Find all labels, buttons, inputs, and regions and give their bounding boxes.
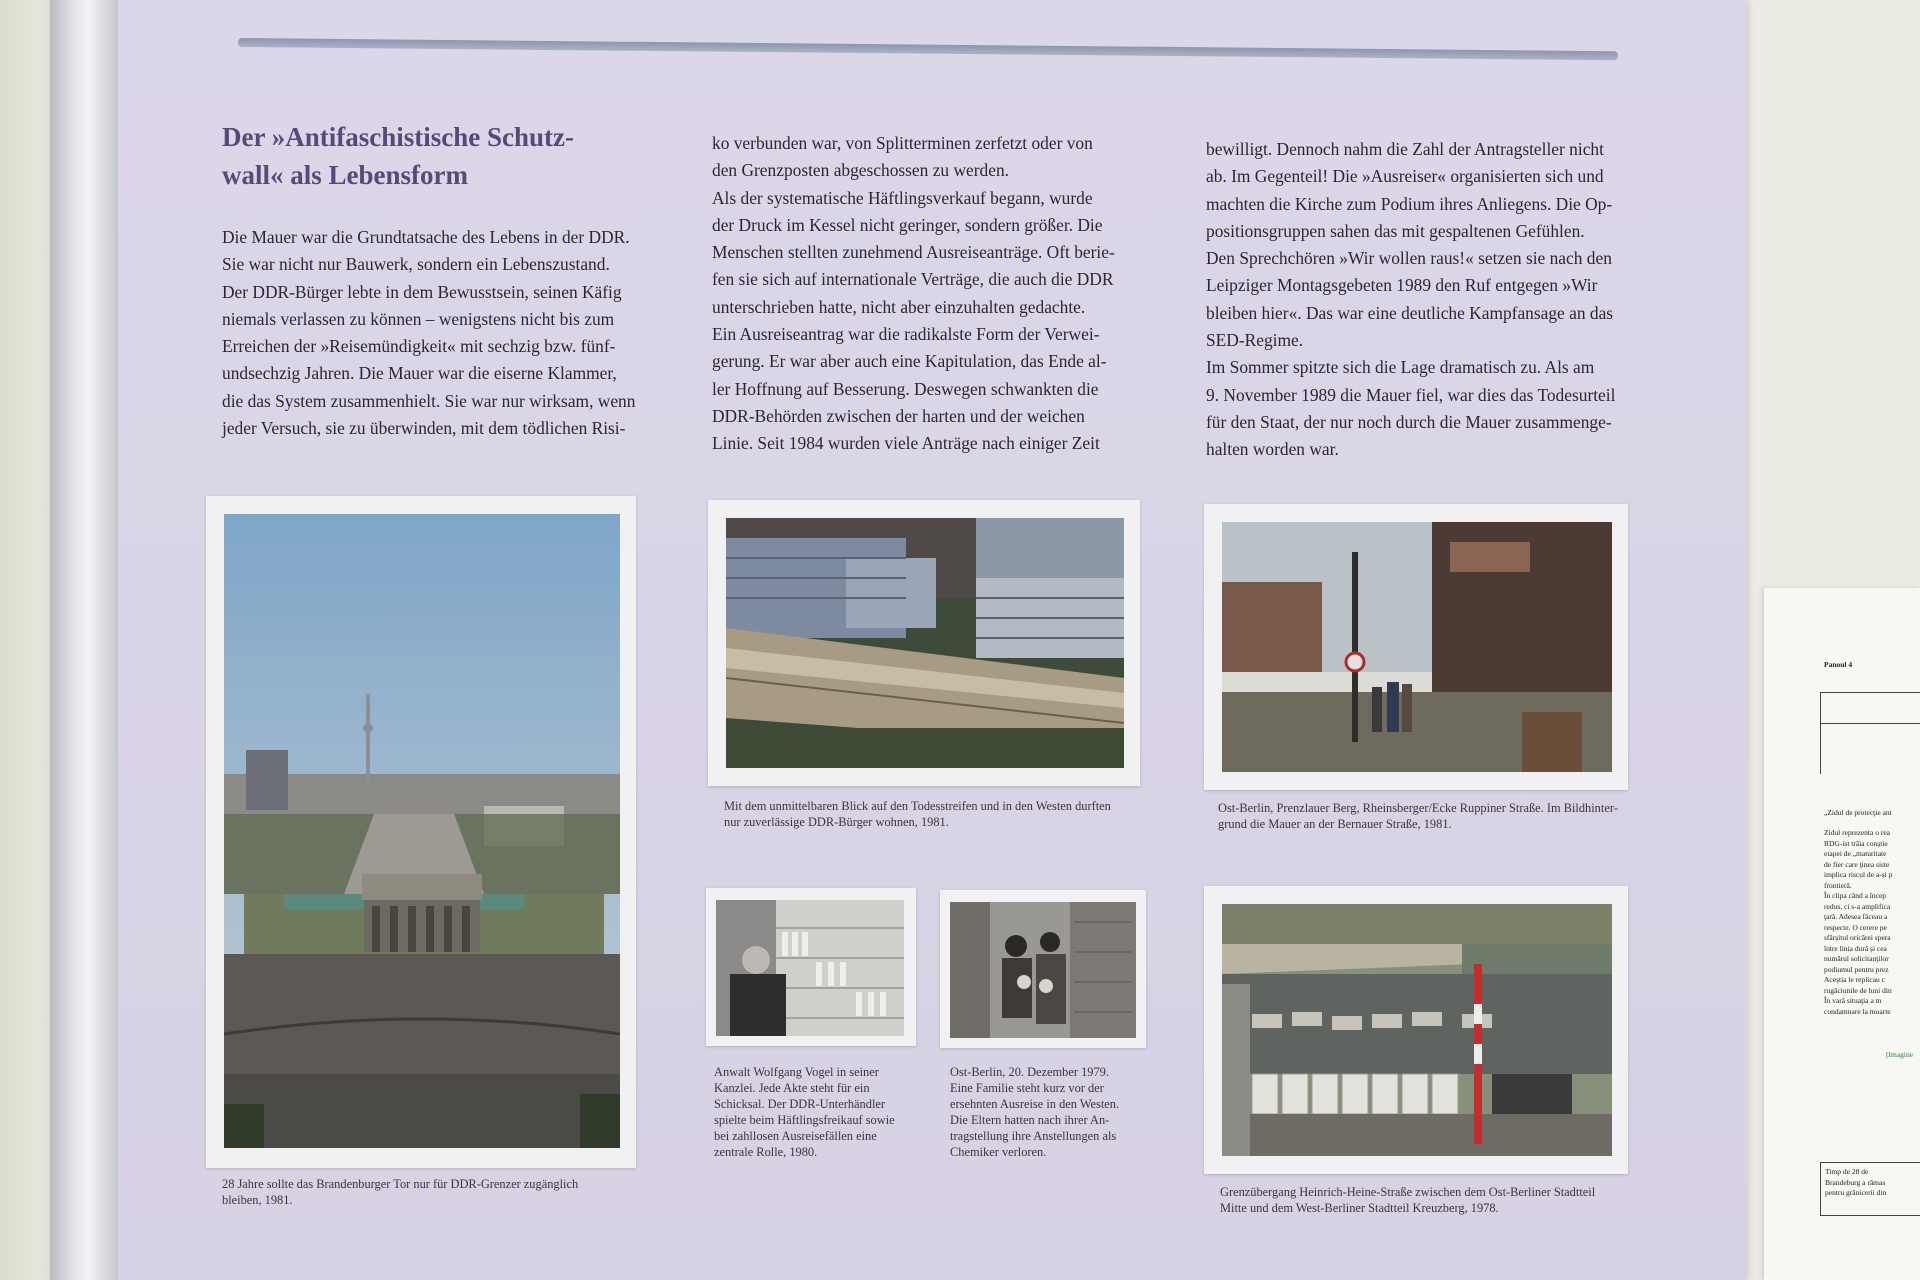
brandenburg-gate-image <box>224 514 620 1148</box>
photo-family <box>950 902 1136 1038</box>
exhibition-poster <box>118 0 1746 1280</box>
sheet-line: implica riscul de a-și p <box>1824 870 1893 879</box>
sheet-line: Timp de 28 de <box>1825 1167 1869 1176</box>
text-line: Im Sommer spitzte sich die Lage dramatisch zu. Als am <box>1206 357 1595 378</box>
text-line: halten worden war. <box>1206 439 1339 460</box>
text-line: niemals verlassen zu können – wenigstens nicht bis zum <box>222 308 615 329</box>
column-3-body <box>1206 136 1646 464</box>
wolfgang-vogel-image <box>716 900 904 1036</box>
text-line: Linie. Seit 1984 wurden viele Anträge nach einiger Zeit <box>712 433 1100 454</box>
text-line: Menschen stellten zunehmend Ausreiseanträge. Oft berie- <box>712 242 1115 263</box>
text-line: DDR-Behörden zwischen der harten und der weichen <box>712 405 1085 426</box>
text-line: bewilligt. Dennoch nahm die Zahl der Antragsteller nicht <box>1206 139 1604 159</box>
top-rule <box>238 38 1618 60</box>
sheet-line: În clipa când a încep <box>1824 891 1887 900</box>
text-line: bleiben hier«. Das war eine deutliche Kampfansage an das <box>1206 302 1614 323</box>
caption-line: Eine Familie steht kurz vor der <box>950 1081 1104 1095</box>
sheet-image-label: [Imagine <box>1886 1050 1914 1059</box>
sheet-line: de fier care ţinea siste <box>1824 859 1890 869</box>
heinrich-heine-strasse-image <box>1222 904 1612 1156</box>
caption-line: ersehnten Ausreise in den Westen. <box>950 1097 1120 1111</box>
sheet-line: frontieră. <box>1824 880 1852 890</box>
photo-wolfgang-vogel <box>716 900 904 1036</box>
caption-brandenburg-gate <box>222 1176 642 1208</box>
sheet-line: RDG-ist trăia conștie <box>1824 838 1888 848</box>
text-line: SED-Regime. <box>1206 330 1304 351</box>
text-line: Leipziger Montagsgebeten 1989 den Ruf entgegen »Wir <box>1206 275 1598 296</box>
sheet-title: „Zidul de protecţie ant <box>1824 808 1892 817</box>
photo-heinrich-heine-strasse <box>1222 904 1612 1156</box>
family-image <box>950 902 1136 1038</box>
text-column-3 <box>1206 136 1646 464</box>
sheet-line: podiumul pentru prez <box>1824 964 1889 974</box>
text-line: ko verbunden war, von Splitterminen zerfetzt oder von <box>712 133 1093 153</box>
text-line: ab. Im Gegenteil! Die »Ausreiser« organisierten sich und <box>1206 166 1604 187</box>
caption-line: tragstellung ihre Anstellungen als <box>950 1129 1117 1143</box>
caption-death-strip <box>724 798 1144 830</box>
caption-family <box>950 1064 1150 1160</box>
text-line: undsechzig Jahren. Die Mauer war die eiserne Klammer, <box>222 363 617 384</box>
poster-frame-rail <box>50 0 120 1280</box>
photo-death-strip <box>726 518 1124 768</box>
text-line: Ein Ausreiseantrag war die radikalste Form der Verwei- <box>712 324 1100 345</box>
sheet-line: respecte. O cerere pe <box>1824 922 1887 932</box>
sheet-line: sfârșitul oricărei spera <box>1824 933 1891 942</box>
caption-line: bei zahllosen Ausreisefällen eine <box>714 1129 877 1143</box>
sheet-line: redus, ci s-a amplifica <box>1824 901 1891 911</box>
caption-line: Chemiker verloren. <box>950 1145 1047 1159</box>
text-line: gerung. Er war aber auch eine Kapitulation, das Ende al- <box>712 351 1107 372</box>
caption-line: spielte beim Häftlingsfreikauf sowie <box>714 1113 895 1127</box>
sheet-line: condamnare la moarte <box>1824 1006 1891 1016</box>
caption-line: Grenzübergang Heinrich-Heine-Straße zwischen dem Ost-Berliner Stadtteil <box>1220 1185 1596 1199</box>
caption-line: bleiben, 1981. <box>222 1193 293 1207</box>
sheet-bottom-box <box>1820 1162 1920 1216</box>
caption-line: Ost-Berlin, 20. Dezember 1979. <box>950 1065 1109 1079</box>
text-line: für den Staat, der nur noch durch die Mauer zusammenge- <box>1206 411 1612 432</box>
sheet-line: Zidul reprezenta o rea <box>1824 828 1891 837</box>
sheet-line: rugăciunile de luni din <box>1824 985 1892 995</box>
photo-card-family <box>940 890 1146 1048</box>
photo-card-wolfgang-vogel <box>706 888 916 1046</box>
text-line: 9. November 1989 die Mauer fiel, war dies das Todesurteil <box>1206 384 1616 405</box>
sheet-line: În vară situaţia a m <box>1824 996 1882 1005</box>
text-line: der Druck im Kessel nicht geringer, sondern größer. Die <box>712 214 1103 235</box>
photo-card-heinrich-heine-strasse <box>1204 886 1628 1174</box>
sheet-table-frame <box>1820 692 1920 724</box>
caption-heinrich-heine-strasse <box>1220 1184 1640 1216</box>
photo-card-brandenburg-gate <box>206 496 636 1168</box>
sheet-line: pentru grănicerii din <box>1825 1188 1887 1197</box>
sheet-line: etapei de „maturitate <box>1824 849 1887 858</box>
text-line: Die Mauer war die Grundtatsache des Lebens in der DDR. <box>222 227 630 247</box>
caption-line: Die Eltern hatten nach ihrer An- <box>950 1113 1110 1127</box>
sheet-table-frame <box>1820 722 1920 774</box>
caption-wolfgang-vogel <box>714 1064 914 1160</box>
text-line: machten die Kirche zum Podium ihres Anliegens. Die Op- <box>1206 193 1613 214</box>
sheet-line: numărul solicitanţilor <box>1824 954 1889 963</box>
text-line: jeder Versuch, sie zu überwinden, mit dem tödlichen Risi- <box>222 418 626 439</box>
text-line: den Grenzposten abgeschossen zu werden. <box>712 160 1009 181</box>
sheet-label: Panoul 4 <box>1824 660 1853 669</box>
caption-line: Mit dem unmittelbaren Blick auf den Todesstreifen und in den Westen durften <box>724 799 1111 813</box>
text-line: die das System zusammenhielt. Sie war nur wirksam, wenn <box>222 390 636 411</box>
text-line: positionsgruppen sahen das mit gespaltenen Gefühlen. <box>1206 220 1585 241</box>
caption-line: Mitte und dem West-Berliner Stadtteil Kreuzberg, 1978. <box>1220 1201 1499 1215</box>
caption-line: Schicksal. Der DDR-Unterhändler <box>714 1097 886 1111</box>
heading-line: wall« als Lebensform <box>222 160 468 190</box>
column-2-body <box>712 130 1152 458</box>
side-info-sheet <box>1764 588 1920 1280</box>
heading-line: Der »Antifaschistische Schutz- <box>222 122 574 152</box>
text-line: ler Hoffnung auf Besserung. Deswegen schwankten die <box>712 378 1099 399</box>
photo-brandenburg-gate <box>224 514 620 1148</box>
caption-line: nur zuverlässige DDR-Bürger wohnen, 1981. <box>724 815 949 829</box>
text-line: Der DDR-Bürger lebte in dem Bewusstsein, seinen Käfig <box>222 281 622 302</box>
text-line: Sie war nicht nur Bauwerk, sondern ein Lebenszustand. <box>222 254 610 275</box>
text-line: Den Sprechchören »Wir wollen raus!« setzen sie nach den <box>1206 248 1612 269</box>
photo-card-prenzlauer-berg <box>1204 504 1628 790</box>
column-1-body <box>222 224 672 442</box>
photo-card-death-strip <box>708 500 1140 786</box>
caption-line: grund die Mauer an der Bernauer Straße, 1981. <box>1218 817 1452 831</box>
sheet-line: Aceștia le replicau c <box>1824 975 1886 984</box>
prenzlauer-berg-image <box>1222 522 1612 772</box>
caption-line: Ost-Berlin, Prenzlauer Berg, Rheinsberger/Ecke Ruppiner Straße. Im Bildhinter- <box>1218 801 1618 815</box>
caption-line: zentrale Rolle, 1980. <box>714 1145 818 1159</box>
sheet-line: între linia dură și cea <box>1824 943 1887 953</box>
sheet-line: ţară. Adesea făceau a <box>1824 912 1888 921</box>
caption-line: Anwalt Wolfgang Vogel in seiner <box>714 1065 879 1079</box>
text-column-1 <box>222 118 672 442</box>
section-heading <box>222 118 672 194</box>
sheet-body <box>1824 828 1920 1017</box>
caption-prenzlauer-berg <box>1218 800 1638 832</box>
text-line: Erreichen der »Reisemündigkeit« mit sechzig bzw. fünf- <box>222 336 616 357</box>
text-line: unterschrieben hatte, nicht aber einzuhalten gedachte. <box>712 296 1086 317</box>
death-strip-image <box>726 518 1124 768</box>
photo-prenzlauer-berg <box>1222 522 1612 772</box>
caption-line: 28 Jahre sollte das Brandenburger Tor nur für DDR-Grenzer zugänglich <box>222 1177 579 1191</box>
sheet-line: Brandeburg a rămas <box>1825 1177 1886 1187</box>
caption-line: Kanzlei. Jede Akte steht für ein <box>714 1081 870 1095</box>
text-line: Als der systematische Häftlingsverkauf begann, wurde <box>712 187 1093 208</box>
text-column-2 <box>712 130 1152 458</box>
text-line: fen sie sich auf internationale Verträge, die auch die DDR <box>712 269 1114 290</box>
